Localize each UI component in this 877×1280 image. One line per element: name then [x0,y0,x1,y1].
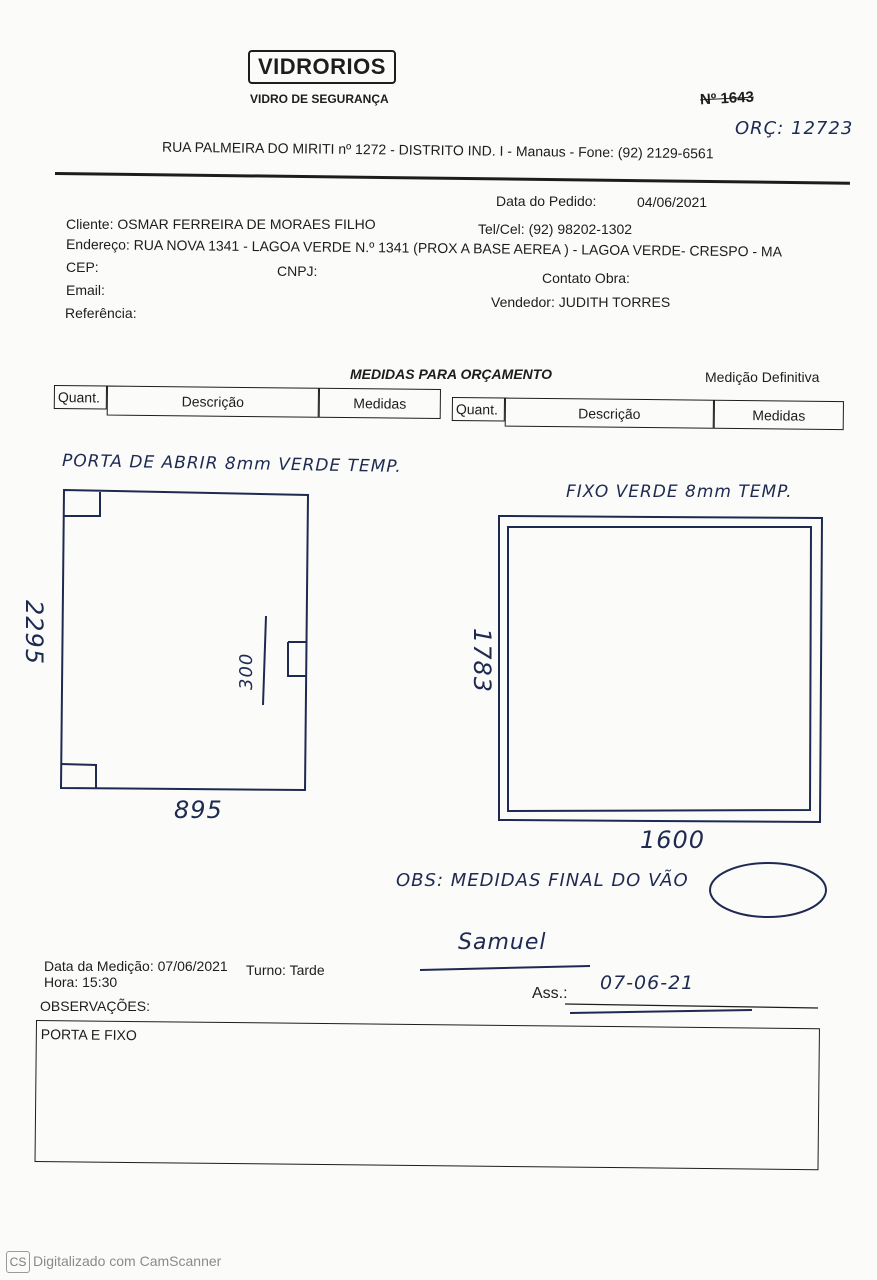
signature-underline [565,1004,818,1008]
door-width: 895 [174,796,223,824]
cep-label: CEP: [66,259,99,275]
cnpj-label: CNPJ: [277,263,318,279]
col-meas-header-2: Medidas [714,400,844,430]
scanner-logo-icon: CS [6,1251,30,1273]
signature-name: Samuel [458,930,547,955]
signature-date: 07-06-21 [600,972,695,994]
col-desc-header-2: Descrição [505,398,714,429]
brand-logo: VIDRORIOS [248,50,396,84]
vao-oval [710,863,826,917]
reference-label: Referência: [65,305,137,321]
door-hinge-bottom [61,764,96,788]
measure-time: Hora: 15:30 [44,974,118,990]
orc-number: ORÇ: 12723 [735,118,854,139]
measure-shift: Turno: Tarde [246,962,325,978]
col-desc-header: Descrição [107,386,319,418]
handle-line [263,616,266,705]
client-phone: Tel/Cel: (92) 98202-1302 [478,221,633,237]
observations-box [35,1020,820,1170]
signature-line-1 [420,966,590,970]
door-label: PORTA DE ABRIR 8mm VERDE TEMP. [61,451,402,477]
order-date: 04/06/2021 [637,194,708,210]
measure-mode: Medição Definitiva [705,369,820,385]
signature-line-2 [570,1010,752,1013]
contact-label: Contato Obra: [542,270,630,286]
client-name: Cliente: OSMAR FERREIRA DE MORAES FILHO [66,216,376,232]
scanner-watermark: Digitalizado com CamScanner [33,1253,222,1269]
fixed-label: FIXO VERDE 8mm TEMP. [566,482,793,502]
measures-title: MEDIDAS PARA ORÇAMENTO [350,366,552,382]
order-date-label: Data do Pedido: [496,193,597,209]
observations-text: PORTA E FIXO [40,1026,137,1044]
email-label: Email: [66,282,105,298]
observations-label: OBSERVAÇÕES: [40,998,150,1014]
client-address: Endereço: RUA NOVA 1341 - LAGOA VERDE N.º 1341 (PROX A BASE AEREA ) - LAGOA VERDE- CRESPO - MA [65,236,783,260]
fixed-width: 1600 [640,826,706,854]
door-height: 2295 [20,600,48,666]
measure-note: OBS: MEDIDAS FINAL DO VÃO [396,870,689,891]
door-hinge-top [64,492,100,516]
seller-name: Vendedor: JUDITH TORRES [491,294,671,310]
order-number: Nº 1643 [699,88,755,109]
signature-label: Ass.: [532,985,568,1002]
brand-tagline: VIDRO DE SEGURANÇA [250,92,389,106]
company-address: RUA PALMEIRA DO MIRITI nº 1272 - DISTRITO IND. I - Manaus - Fone: (92) 2129-6561 [161,138,714,162]
col-qty-header-2: Quant. [452,397,505,422]
fixed-frame-outer [499,516,822,822]
measure-date: Data da Medição: 07/06/2021 [44,958,228,974]
col-qty-header: Quant. [54,385,107,410]
door-frame [61,490,308,790]
fixed-height: 1783 [468,628,496,694]
door-handle-height: 300 [236,652,257,690]
fixed-frame-inner [508,527,811,811]
door-lock [288,642,306,676]
col-meas-header: Medidas [319,388,441,419]
